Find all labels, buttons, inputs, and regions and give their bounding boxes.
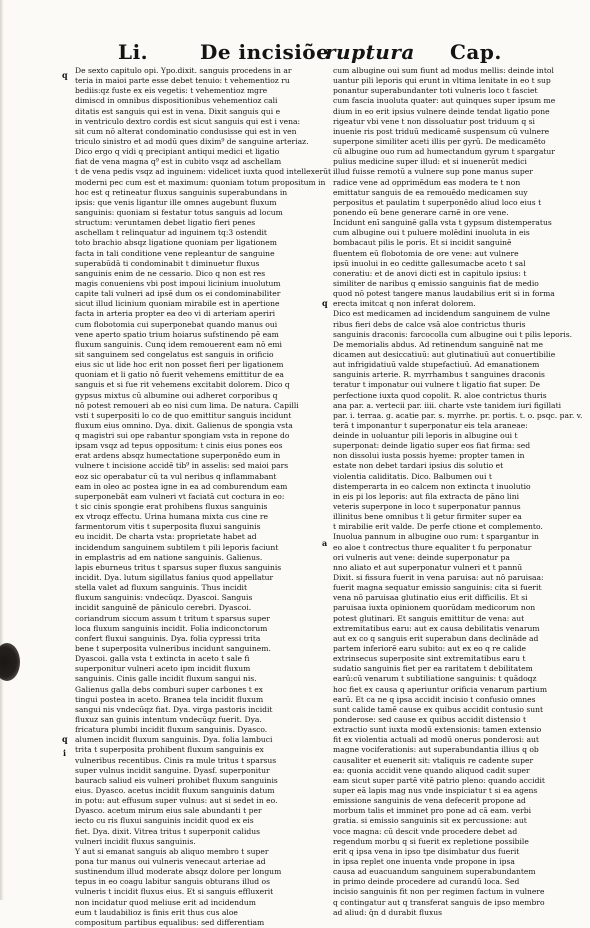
text-line: vene aperto spatio trium hoiarus sufstinendo pē eam [75, 329, 279, 339]
text-line: eu incidit. De charta vsta: proprietate habet ad [75, 532, 257, 542]
text-line: sicut illud licinium quoniam mirabile est in apertione [75, 299, 280, 309]
text-line: in eis pi los leporis: aut fila extracta de pāno lini [333, 491, 520, 501]
text-line: morbum talis et imminet pro pone ad cā eam. verbi [333, 806, 532, 816]
text-line: extremitatibus earu: aut ex causa debilitatis venarum [333, 623, 540, 633]
text-line: bombacaut pilis le poris. Et si incidit sanguinē [333, 238, 512, 248]
text-line: stella valet ad fluxum sanguinis. Thus incidit [75, 583, 248, 593]
text-line: vsti t superpositi lo co de quo emittitur sanguis incidunt [75, 410, 292, 420]
text-line: fuerit magna sequatur emissio sanguinis: cita si fuerit [333, 583, 542, 593]
text-line: magne vociferationis: aut superabundantia illius q ob [333, 745, 539, 755]
text-line: superpone similiter aceti illis per gyrū. De medicamēto [333, 136, 546, 146]
text-line: hoc fiet ex causa q aperiuntur orificia venarum partium [333, 684, 548, 694]
text-line: erat ardens absqz humectatione superponēdo eum in [75, 451, 281, 461]
text-line: violentia caliditatis. Dico. Balbumen oui t [333, 471, 492, 481]
text-line: super vulnus incidit sanguine. Dyasf. superponitur [75, 765, 270, 775]
text-line: incidendum sanguinem subtilem t pili leporis faciunt [75, 542, 279, 552]
text-line: estate non debet tardari ipsius dis solutio et [333, 461, 504, 471]
text-line: eam sicut super partē vitē patrio pleno: quando accidit [333, 775, 545, 785]
page-edge-shadow [0, 0, 4, 900]
text-line: incisio sanguinis fit non per regimen factum in vulnere [333, 887, 545, 897]
text-line: lapis eburneus tritus t sparsus super fluxus sanguinis [75, 562, 282, 572]
text-line: vulneribus recentibus. Cinis ra mule tritus t sparsus [75, 755, 277, 765]
text-line: earū:cū venarum t subtiliatione sanguinis: t quādoqz [333, 674, 537, 684]
text-line: ponantur superabundanter toti vulneris loco t fasciet [333, 86, 538, 96]
text-line: fluxum eius omnino. Dya. dixit. Galienus de spongia vsta [75, 420, 293, 430]
text-line: ad aliud: q̄n d durabit fluxus [333, 907, 443, 917]
text-line: eum t laudabilioz is finis erit thus cus aloe [75, 907, 238, 917]
text-line: earū. Et ca ne q ipsa accidit incisio t confusio omnes [333, 694, 536, 704]
text-line: voce magna: cū descit vnde procedere debet ad [333, 826, 518, 836]
text-line: De memorialis abdus. Ad retinendum sanguinē nat me [333, 339, 543, 349]
text-line: coriandrum siccum assum t tritum t sparsus super [75, 613, 270, 623]
text-line: compositum partibus equalibus: sed differentiam [75, 917, 265, 927]
text-line: q magistri sui ope rabantur spongiam vsta in repone do [75, 431, 290, 441]
text-line: t sic cinis spongie erat prohibens fluxus sanguinis [75, 502, 268, 512]
text-line: cum flobotomia cui superponebat quando manus oui [75, 319, 278, 329]
text-line: aut ex co q sanguis erit superabun dans declināde ad [333, 633, 539, 643]
text-line: pona tur manus oui vulneris venecaut arteriae ad [75, 856, 266, 866]
text-line: tingui postea in aceto. Branea tela incidit fluxum [75, 694, 264, 704]
right-text-column [333, 66, 583, 917]
text-line: cum albugine oui t puluere molēdini inuoluta in eis [333, 228, 530, 238]
text-line: partem inferiorē earu subito: aut ex eo q re calide [333, 644, 526, 654]
text-line: sunt calide tamē cause ex quibus accidit contusio sunt [333, 704, 544, 714]
text-line: eam in oleo ac postea igne in ea ad comburendum eam [75, 481, 288, 491]
text-line: causaliter et euenerit sit: vtaliquis re cadente super [333, 755, 534, 765]
text-line: vulnere t incisione accidē tib⁹ in asselis: sed maioi pars [75, 461, 289, 471]
text-line: capite tali vulneri ad ipsē dum os ei condominabiliter [75, 289, 281, 299]
text-line: dicamen aut desiccatiuū: aut glutinatiuū aut conuertibilie [333, 349, 556, 359]
text-line: eius. Dyasco. acetus incidit fluxum sanguinis datum [75, 785, 275, 795]
text-line: non incidatur quod meliuse erit ad incidendum [75, 897, 257, 907]
text-line: fluxuz san guinis intentum vndecūqz fuerit. Dya. [75, 715, 262, 724]
text-line: confert fluxui sanguinis. Dya. folia cypressi trita [75, 633, 261, 643]
text-line: paruisaa iuxta opinionem quorūdam medicorum non [333, 603, 536, 613]
text-line: facta in arteria propter ea deo vi di arteriam aperiri [75, 309, 276, 319]
text-line: Dico est medicamen ad incidendum sanguinem de vulne [333, 309, 551, 319]
margin-marker-q: q [322, 298, 328, 308]
text-line: ponendo eū bene generare carnē in ore vene. [333, 207, 509, 217]
text-line: vulneris t incidit fluxus eius. Et si sanguis effluxerit [75, 887, 274, 897]
text-line: ea: quonia accidit vene quando aliquod cadit super [333, 765, 530, 775]
text-line: in emplastris ad em natione sanguinis. Galienus. [75, 552, 263, 562]
text-line: bauracb saliud eis vulneri prohibet fluxum sanguinis [75, 775, 278, 785]
text-line: distemperarta in eo calcem non extincta t inuolutio [333, 481, 531, 491]
text-line: Galienus galla debs comburi super carbones t ex [75, 684, 263, 694]
text-line: illinitus bene omnibus t li getur firmiter super ea [333, 512, 522, 522]
text-line: teratur t imponatur oui vulnere t ligatio fiat super. De [333, 380, 541, 390]
text-line: quod nō potest tangere manus laudabilius erit si in forma [333, 289, 555, 299]
margin-marker-i: i [63, 748, 67, 758]
text-line: super eā lapis mag nus vnde inspiciatur t si ea agens [333, 785, 538, 795]
text-line: ipsis: que venis ligantur ille omnes augebunt fluxum [75, 197, 277, 207]
text-line: rigeatur vbi vene t non dissoluatur post triduum q si [333, 116, 535, 126]
text-line: terā t imponantur t superponatur eis tela araneae: [333, 420, 528, 430]
text-line: Dyascoi. galla vsta t extincta in aceto t sale fi [75, 654, 250, 664]
text-line: moderni pec cum est et maximum: quoniam totum propositum in [75, 177, 326, 187]
text-line: quoniam et li gatio nō fuerit vehemens emittitur de ea [75, 370, 284, 380]
text-line: par. i. terraa. g. acatie par. s. myrrhe. pr. portis. t. o. psqc. par. v. [333, 410, 583, 420]
header-title: De incisiõe [200, 40, 330, 64]
text-line: deinde in uoluantur pili leporis in albugine oui t [333, 431, 518, 441]
text-line: sit sanguinem sed congelatus est sanguis in orificio [75, 349, 274, 359]
text-line: dimiscd in omnibus dispositionibus vehementioz cali [75, 96, 278, 106]
margin-marker-a: a [322, 538, 328, 548]
text-line: in ipsa replet one inuenta vnde propone in ipsa [333, 856, 515, 866]
text-line: emissione sanguinis de vena defecerit propone ad [333, 796, 526, 806]
text-line: ipsū inuolui in eo ceditte gallesumacbe aceto t sal [333, 258, 526, 268]
text-line: pulius medicine super illud: et si inuenerūt medici [333, 157, 527, 167]
text-line: sustinendum illud moderate absqz dolore per longum [75, 867, 282, 877]
text-line: dium in eo erit ipsius vulnere deinde tendat ligatio pone [333, 106, 550, 116]
text-line: cū albugine ouo rum ad humectandum gyrum t spargatur [333, 147, 555, 157]
text-line: fiet. Dya. dixit. Vitrea tritus t superponit calidus [75, 826, 261, 836]
text-line: incidit sanguinē de pāniculo cerebri. Dyascoi. [75, 603, 252, 613]
text-line: erecta imitcat q non inferat dolorem. [333, 299, 476, 309]
text-line: inuenie ris post triduū medicamē suspensum cū vulnere [333, 126, 550, 136]
text-line: in primo deinde procedere ad curandū loca. Sed [333, 877, 520, 887]
text-line: t mirabilie erit valde. De perfe ctione et complemento. [333, 522, 543, 532]
margin-marker-q: q [62, 70, 68, 80]
text-line: q contingatur aut q transferat sanguis de ipso membro [333, 897, 545, 907]
text-line: toto brachio absqz ligatione quoniam per ligationem [75, 238, 277, 248]
text-line: Y aut si emanat sanguis ab aliquo membro t super [75, 846, 269, 856]
text-line: vena nō paruisaa glutinatio eius erit difficilis. Et si [333, 593, 528, 603]
text-line: fricatura plumbi incidit fluxum sanguinis. Dyasco. [75, 725, 268, 735]
header-subtitle: ruptura [325, 40, 415, 64]
text-line: farmentorum vitis t superposita fluxui sanguinis [75, 522, 261, 532]
text-line: magis conueniens vbi post impoui licinium inuolutum [75, 278, 281, 288]
ink-blot-stain [0, 643, 20, 681]
text-line: eo aloe t contrectus thure equaliter t fu perponatur [333, 542, 532, 552]
text-line: Incidunt enī sanguinē galla vsta t gypsum distemperatus [333, 218, 552, 228]
text-line: potest glutinari. Et sanguis emittitur de vena: aut [333, 613, 525, 623]
text-line: iecto cu ris fluxui sanguinis incidit quod ex eis [75, 816, 254, 826]
text-line: sanguis et si fue rit vehemens excitabit dolorem. Dico q [75, 380, 290, 390]
text-line: teria in maioi parte esse debet tenuio: t vehementioz ru [75, 76, 290, 86]
text-line: fluxum sanguinis: vndecūqz. Dyascoi. Sanguis [75, 593, 253, 603]
text-line: perpositus et paulatim t superponēdo aliud loco eius t [333, 197, 542, 207]
text-line: ori vulneris aut vene: deinde superponatur pa [333, 552, 510, 562]
text-line: in potu: aut effusum super vulnus: aut si sedet in eo. [75, 796, 278, 806]
margin-marker-q: q [62, 734, 68, 744]
text-line: sangui nis vndecūqz fiat. Dya. virga pastoris incidit [75, 704, 273, 714]
text-line: hoc est q retineatur fluxus sanguinis superabundans in [75, 187, 288, 197]
text-line: aschellam t relinquatur ad inguinem tq:3 ostendit [75, 228, 267, 238]
text-line: similiter de naribus q emissio sanguinis fiat de medio [333, 278, 539, 288]
text-line: radice vene ad opprimēdum eas modera te t non [333, 177, 521, 187]
header-book: Li. [118, 40, 149, 64]
text-line: vulneri incidit fluxus sanguinis. [75, 836, 196, 846]
text-line: ex vtroqz effectu. Urina humana mixta cus cine re [75, 512, 269, 522]
left-text-column [75, 66, 332, 927]
text-line: trita t superposita prohibent fluxum sanguinis ex [75, 745, 264, 755]
text-line: illud fuisse remotū a vulnere sup pone manus super [333, 167, 533, 177]
text-line: sanguinis draconis: farcocolla cum albugine oui t pilis leporis. [333, 329, 573, 339]
text-line: fluxum sanguinis. Cunq idem remouerent eam nō emi [75, 339, 282, 349]
text-line: nō potest remoueri ab eo nisi cum lima. De natura. Capilli [75, 400, 299, 410]
text-line: gypsus mixtus cū albumine oui adheret corporibus q [75, 390, 278, 400]
text-line: facta in tali conditione vene repleantur de sanguine [75, 248, 275, 258]
text-line: superponitur vulneri aceto ipm incidit fluxum [75, 664, 251, 674]
text-line: incidit. Dya. lutum sigillatus fanius quod appellatur [75, 573, 274, 583]
text-line: Dico ergo q vidi q precipiant antiqui medici et ligatio [75, 147, 280, 157]
text-line: cum albugine oui sum fiunt ad modus mellis: deinde intol [333, 66, 554, 75]
header-chapter: Cap. [450, 40, 502, 64]
text-line: Dyasco. acetum mirum eius sale abundanti t per [75, 806, 262, 816]
text-line: ipsam vsqz ad tepus oppositum: t cinis eius pones eos [75, 441, 283, 451]
text-line: Inuolua pannum in albugine ouo rum: t spargantur in [333, 532, 539, 542]
text-line: triculo sinistro et ad modū ques dixim⁹ de sanguine arteriaz. [75, 136, 309, 146]
text-line: aut infrigidatiuū valde stupefactiuū. Ad emanationem [333, 360, 540, 370]
text-line: fluentem eū flobotomia de ore vene: aut vulnere [333, 248, 519, 258]
text-line: ditatis est sanguis qui est in vena. Dixit sanguis qui e [75, 106, 281, 116]
text-line: bene t superposita vulneribus incidunt sanguinem. [75, 644, 271, 654]
text-line: fit ex violentia actuali ad modū onerus ponderosi: aut [333, 735, 539, 745]
text-line: tepus in eo coagu labitur sanguis obturans illud os [75, 877, 271, 887]
text-line: sit cum nō alterat condominatio condusisse qui est in ven [75, 126, 297, 136]
text-line: regendum morbu q si fuerit ex repletione possibile [333, 836, 529, 846]
text-line: Dixit. si fissura fuerit in vena paruisa: aut nō paruisaa: [333, 573, 544, 583]
text-line: loca fluxum sanguinis incidit. Folia indiconctorum [75, 623, 268, 633]
text-line: structum: veruntamen debet ligatio fieri penes [75, 218, 256, 228]
text-line: extractio sunt iuxta modū extensionis: tamen extensio [333, 725, 542, 735]
text-line: causa ad euacuandum sanguinem superabundantem [333, 867, 536, 877]
text-line: extrinsecus superposite sint extremitatibus earu t [333, 654, 526, 664]
text-line: sanguinis enim de ne cessario. Dico q non est res [75, 268, 266, 278]
right-column-text [333, 66, 583, 918]
left-column-text [75, 66, 332, 928]
text-line: coneratiu: et de anovi dicti est in capitulo ipsius: t [333, 268, 527, 278]
text-line: sanguinis arterie. R. myrrhambus t sanguines draconis [333, 370, 545, 380]
text-line: ana par. a. vertecii par. iiii. charte vste tanidem iuri figillati [333, 400, 562, 410]
text-line: emittatur sanguis de ea remouēdo medicamen suy [333, 187, 528, 197]
text-line: sudatio sanguinis fiet per ea raritatem t debilitatem [333, 664, 533, 674]
text-line: eoz sic operabatur cū ta vul neribus q inflammabant [75, 471, 277, 481]
text-line: cum fascia inuoluta quater: aut quinques super ipsum me [333, 96, 556, 106]
text-line: t de vena pedis vsqz ad inguinem: videlicet iuxta quod intellexerūt [75, 167, 332, 177]
text-line: in ventriculo dextro cordis est sicut sanguis qui est i vena: [75, 116, 301, 126]
text-line: ribus fieri debs de calce vsā aloe contrictus thuris [333, 319, 526, 329]
text-line: non dissolui iusta possis hyeme: propter tamen in [333, 451, 525, 461]
text-line: superponebāt eam vulneri vt faciatā cut coctura in eo: [75, 491, 285, 501]
text-line: sanguinis. Cinis galle incidit fluxum sangui nis. [75, 674, 257, 684]
text-line: fiat de vena magna q⁹ est in cubito vsqz ad aschellam [75, 157, 282, 167]
text-line: erit q ipsa vena in ipso tpe disimbatur dus fuerit [333, 846, 520, 856]
text-line: superponat: deinde ligatio super eos fiat firma: sed [333, 441, 531, 451]
text-line: uantur pili leporis qui erunt in vltima lenitate in eo t sup [333, 76, 551, 86]
text-line: alumen incidit fluxum sanguinis. Dya. folia lambuci [75, 735, 273, 745]
text-line: perfectione iuxta quod copolit. R. aloe contrictus thuris [333, 390, 547, 400]
text-line: veteris superpone in loco t superponatur pannus [333, 502, 521, 512]
text-line: gratia. si emissio sanguinis sit ex percussione: aut [333, 816, 527, 826]
text-line: sanguinis: quoniam si festatur totus sanguis ad locum [75, 207, 283, 217]
text-line: eius sic ut lide hoc erit non posset fieri per ligationem [75, 360, 284, 370]
text-line: superabūdā ti condominabit t diminuetur fluxus [75, 258, 260, 268]
text-line: ponderose: sed cause ex quibus accidit distensio t [333, 715, 527, 724]
text-line: De sexto capitulo opi. Ypo.dixit. sanguis procedens in ar [75, 66, 292, 75]
text-line: bediis:qz fuste ex eis vegetis: t vehementioz mgre [75, 86, 268, 96]
text-line: nno aliato et aut superponatur vulneri et t pannū [333, 562, 523, 572]
